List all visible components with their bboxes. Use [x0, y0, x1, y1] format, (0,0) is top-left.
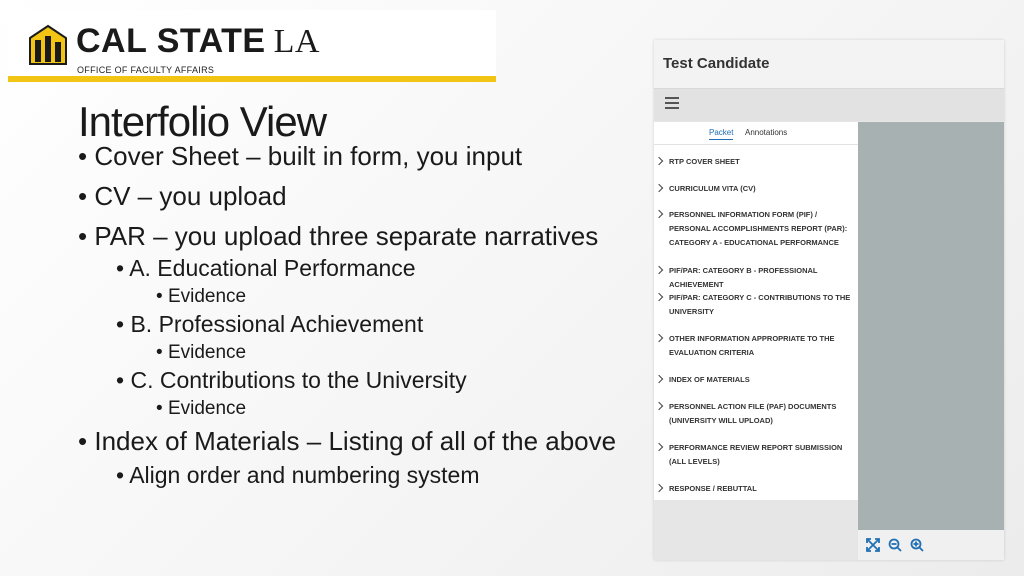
bullet-item: • Index of Materials – Listing of all of the above	[78, 426, 617, 456]
chevron-right-icon	[655, 266, 663, 274]
logo-building-icon	[26, 20, 70, 68]
packet-section-list: Packet Annotations RTP COVER SHEET CURRICULUM VITA (CV) PERSONNEL INFORMATION FORM (PIF) / PERSONAL ACCOMPLISHMENTS REPORT (PAR): CATEGORY A - EDUCATIONAL PERFORMANCE PIF/PAR: CATEGORY B - PROFESSIONAL ACHIEVEMENT PIF/PAR: CATEGORY C - CONTRIBUTIONS TO THE UNIVERSITY OTHER INFORMATION APPROPRIATE TO THE EVALUATION CRITERIA INDEX OF MATERIALS PERSONNEL ACTION FILE (PAF) DOCUMENTS (UNIVERSITY WILL UPLOAD) PERFORMANCE REVIEW REPORT SUBMISSION (ALL LEVELS) RESPONSE / REBUTTAL	[654, 122, 858, 500]
zoom-in-icon[interactable]	[910, 538, 924, 552]
fullscreen-icon[interactable]	[866, 538, 880, 552]
bullet-item: • B. Professional Achievement	[116, 311, 424, 337]
candidate-title: Test Candidate	[663, 55, 770, 72]
panel-header	[654, 40, 1004, 89]
chevron-right-icon	[655, 375, 663, 383]
slide-title: Interfolio View	[78, 98, 327, 145]
bullet-item: • Evidence	[156, 342, 247, 363]
viewer-controls	[858, 530, 1004, 560]
bullet-item: • Align order and numbering system	[116, 462, 480, 488]
bullet-item: • Evidence	[156, 286, 247, 307]
menu-icon[interactable]	[665, 97, 679, 111]
panel-toolbar	[654, 89, 1004, 121]
tab-packet[interactable]: Packet	[709, 128, 733, 140]
chevron-right-icon	[655, 484, 663, 492]
chevron-right-icon	[655, 443, 663, 451]
chevron-right-icon	[655, 157, 663, 165]
chevron-right-icon	[655, 334, 663, 342]
logo-accent-bar	[8, 76, 496, 82]
document-viewer[interactable]	[858, 122, 1004, 530]
chevron-right-icon	[655, 184, 663, 192]
logo-banner	[8, 10, 496, 76]
interfolio-panel	[654, 40, 1004, 560]
bullet-item: • PAR – you upload three separate narratives	[78, 221, 599, 251]
chevron-right-icon	[655, 402, 663, 410]
logo-subtitle: OFFICE OF FACULTY AFFAIRS	[77, 65, 215, 75]
bullet-item: • C. Contributions to the University	[116, 367, 467, 393]
tab-annotations[interactable]: Annotations	[745, 128, 788, 137]
chevron-right-icon	[655, 210, 663, 218]
packet-tabs	[654, 122, 858, 145]
bullet-item: • CV – you upload	[78, 181, 287, 211]
bullet-item: • A. Educational Performance	[116, 255, 416, 281]
bullet-item: • Cover Sheet – built in form, you input	[78, 141, 523, 171]
chevron-right-icon	[655, 293, 663, 301]
bullet-item: • Evidence	[156, 398, 247, 419]
zoom-out-icon[interactable]	[888, 538, 902, 552]
logo-wordmark: CAL STATE LA	[76, 22, 320, 60]
